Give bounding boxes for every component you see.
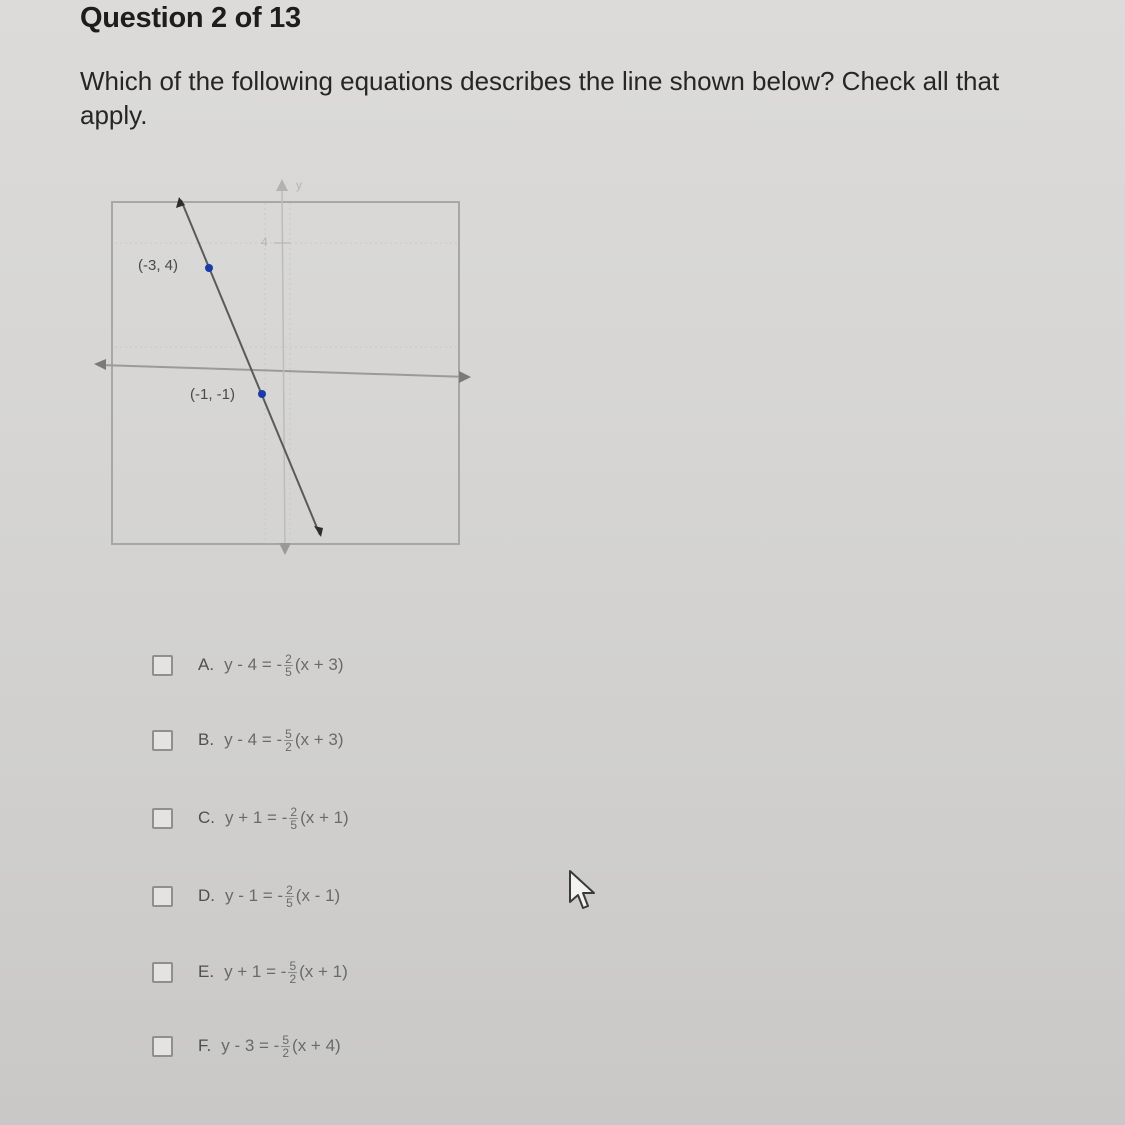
option-b-equation [224, 728, 343, 753]
x-axis-arrow-right [459, 371, 471, 383]
option-f-lhs: y - 3 = - [221, 1036, 280, 1055]
option-f-rhs: (x + 4) [292, 1036, 341, 1055]
option-c-lhs: y + 1 = - [225, 808, 288, 827]
option-d-fraction [285, 884, 294, 909]
question-text: Which of the following equations describes the line shown below? Check all that apply. [80, 66, 1000, 130]
option-e-den: 2 [289, 971, 297, 986]
option-b-lhs: y - 4 = - [224, 730, 283, 749]
option-d-equation [225, 884, 340, 909]
checkbox-d[interactable] [152, 886, 173, 907]
option-c-fraction [289, 806, 298, 831]
option-c-num: 2 [290, 804, 298, 819]
y-axis-arrow-up [276, 179, 288, 191]
point-b-label: (-1, -1) [190, 386, 235, 403]
option-e-letter: E. [198, 962, 215, 981]
mouse-pointer-icon [566, 868, 600, 919]
x-axis-arrow-left [94, 359, 106, 370]
option-b-num: 5 [285, 726, 292, 741]
option-f-fraction [281, 1034, 290, 1059]
option-e-equation [224, 960, 348, 985]
option-c-rhs: (x + 1) [300, 808, 349, 827]
option-a[interactable] [152, 645, 472, 685]
checkbox-c[interactable] [152, 808, 173, 829]
option-b[interactable] [152, 720, 472, 760]
graph-border [112, 202, 459, 544]
point-a-label: (-3, 4) [138, 257, 179, 274]
coordinate-graph [90, 175, 480, 560]
option-a-den: 5 [285, 664, 292, 679]
option-e-fraction [288, 960, 297, 985]
option-d-num: 2 [286, 882, 293, 897]
checkbox-b[interactable] [152, 730, 173, 751]
option-a-equation [224, 653, 343, 678]
option-f-letter: F. [198, 1036, 212, 1055]
graph-svg [90, 175, 480, 560]
option-d-lhs: y - 1 = - [225, 886, 284, 905]
option-f-equation [221, 1034, 340, 1059]
option-a-rhs: (x + 3) [294, 655, 344, 674]
option-c-equation [225, 806, 349, 831]
checkbox-e[interactable] [152, 962, 173, 983]
option-a-lhs: y - 4 = - [224, 655, 283, 674]
option-c-letter: C. [198, 808, 215, 827]
option-a-num: 2 [285, 651, 292, 666]
option-b-rhs: (x + 3) [294, 730, 344, 749]
checkbox-f[interactable] [152, 1036, 173, 1057]
y-axis-label: y [296, 178, 302, 192]
option-e[interactable] [152, 952, 472, 992]
option-b-letter: B. [198, 730, 215, 749]
y-axis [282, 185, 285, 553]
point-a [205, 264, 213, 272]
y-tick-label: 4 [261, 235, 268, 249]
option-d-letter: D. [198, 886, 215, 905]
option-e-lhs: y + 1 = - [224, 962, 287, 981]
option-d[interactable] [152, 876, 472, 916]
y-axis-arrow-down [279, 543, 291, 555]
option-e-num: 5 [289, 958, 297, 973]
option-d-rhs: (x - 1) [295, 886, 341, 905]
option-b-den: 2 [285, 739, 292, 754]
grid-lines [115, 203, 460, 543]
option-c[interactable] [152, 798, 472, 838]
point-b [258, 390, 266, 398]
option-e-rhs: (x + 1) [299, 962, 348, 981]
option-f-den: 2 [282, 1045, 290, 1060]
question-header: Question 2 of 13 [80, 2, 301, 34]
option-f-num: 5 [282, 1032, 290, 1047]
checkbox-a[interactable] [152, 655, 173, 676]
option-c-den: 5 [290, 817, 298, 832]
option-a-fraction [284, 653, 293, 678]
line-end-arrow-bottom [314, 526, 323, 537]
option-d-den: 5 [286, 895, 293, 910]
option-a-letter: A. [198, 655, 215, 674]
option-b-fraction [284, 728, 293, 753]
option-f[interactable] [152, 1026, 472, 1066]
